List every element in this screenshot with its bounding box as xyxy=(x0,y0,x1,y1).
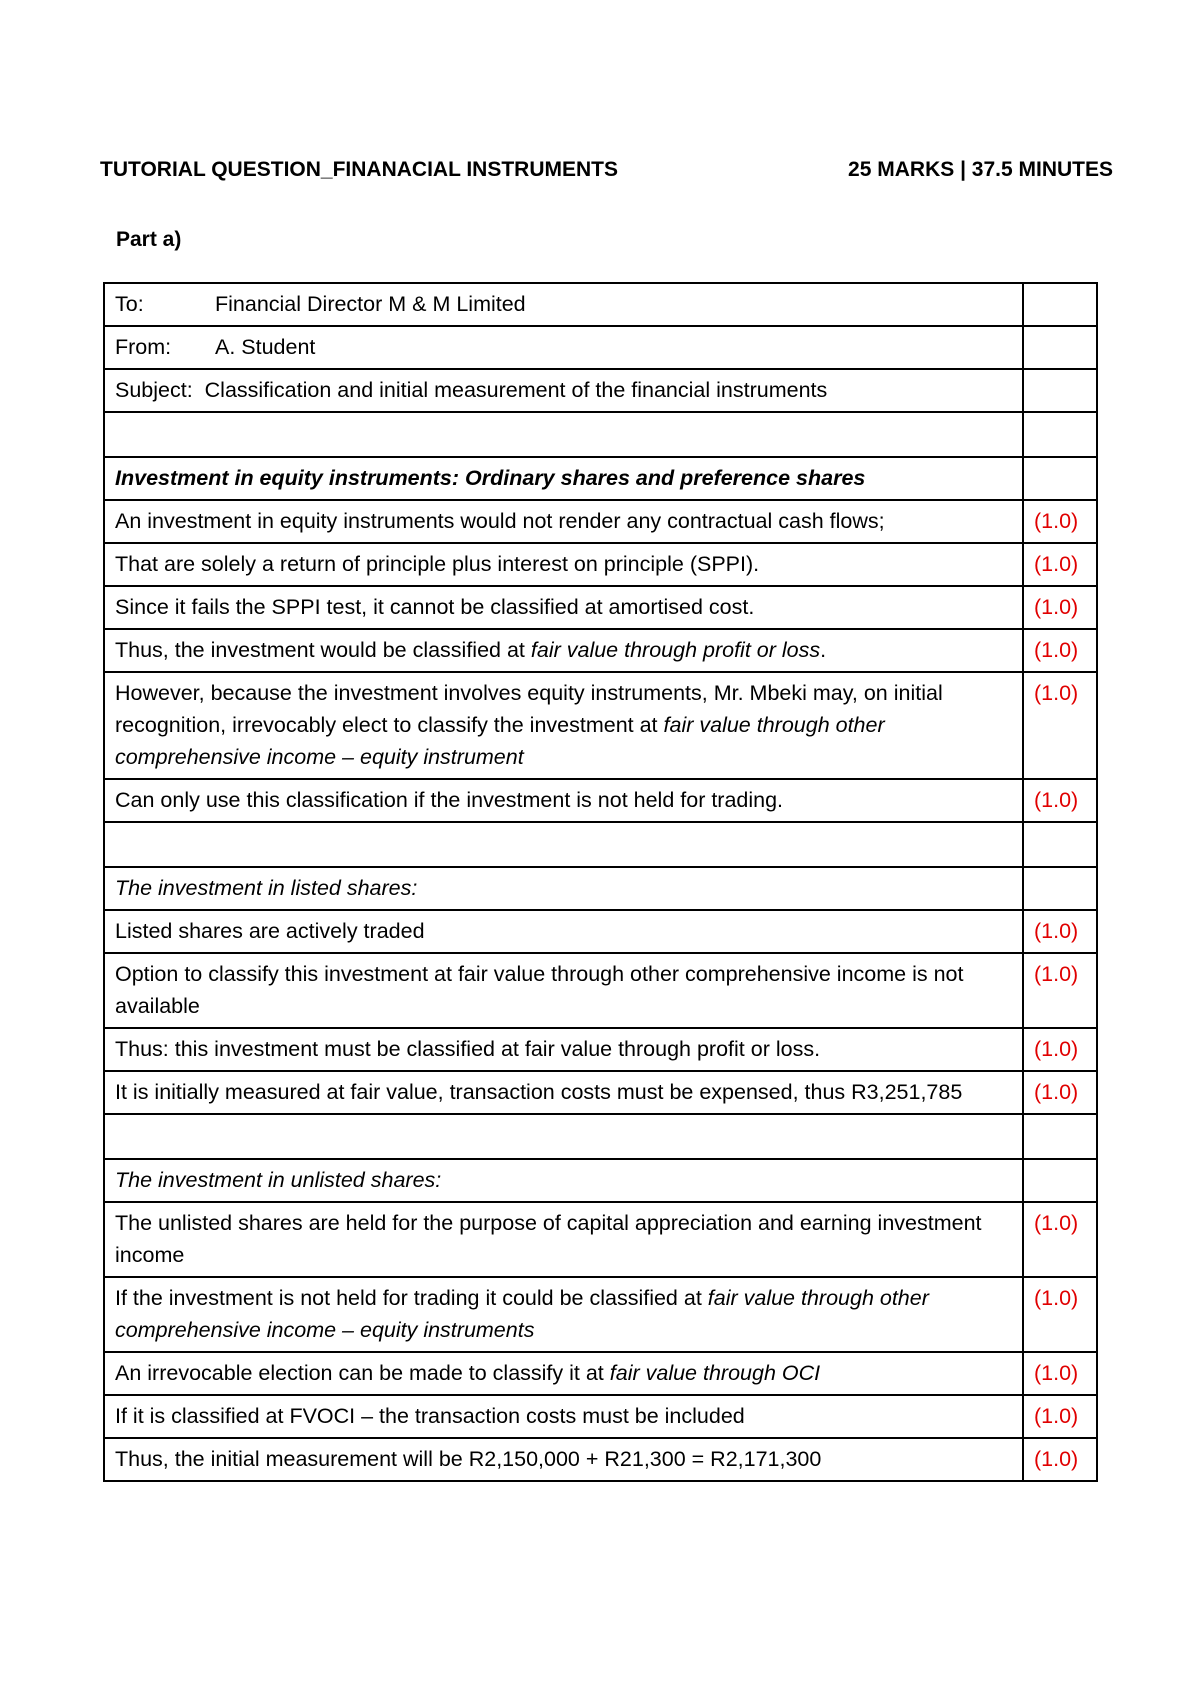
blank-row xyxy=(104,412,1097,457)
unlisted-heading: The investment in unlisted shares: xyxy=(104,1159,1023,1202)
table-row xyxy=(104,1277,1097,1352)
row-text: If it is classified at FVOCI – the transaction costs must be included xyxy=(104,1395,1023,1438)
row-text-end: . xyxy=(820,638,827,662)
part-label: Part a) xyxy=(116,228,182,251)
table-row xyxy=(104,1352,1097,1395)
table-row xyxy=(104,629,1097,672)
row-text: The unlisted shares are held for the purpose of capital appreciation and earning investment income xyxy=(104,1202,1023,1277)
memo-from-cell xyxy=(104,326,1023,369)
mark-value: (1.0) xyxy=(1023,1277,1097,1352)
table-row xyxy=(104,1438,1097,1481)
row-text-cell xyxy=(104,1277,1023,1352)
table-row xyxy=(104,953,1097,1028)
blank-cell xyxy=(104,1114,1023,1159)
blank-row xyxy=(104,822,1097,867)
mark-value: (1.0) xyxy=(1023,500,1097,543)
listed-heading: The investment in listed shares: xyxy=(104,867,1023,910)
mark-value: (1.0) xyxy=(1023,672,1097,779)
mark-cell xyxy=(1023,1159,1097,1202)
marks-duration: 25 MARKS | 37.5 MINUTES xyxy=(848,158,1113,181)
equity-heading: Investment in equity instruments: Ordinary shares and preference shares xyxy=(104,457,1023,500)
mark-value: (1.0) xyxy=(1023,1028,1097,1071)
section-heading-row xyxy=(104,867,1097,910)
mark-value: (1.0) xyxy=(1023,1395,1097,1438)
to-label: To: xyxy=(115,292,144,316)
mark-cell xyxy=(1023,412,1097,457)
blank-row xyxy=(104,1114,1097,1159)
mark-cell xyxy=(1023,822,1097,867)
table-row xyxy=(104,779,1097,822)
row-text: An irrevocable election can be made to classify it at xyxy=(115,1361,610,1385)
row-text: Since it fails the SPPI test, it cannot be classified at amortised cost. xyxy=(104,586,1023,629)
row-text: Thus: this investment must be classified at fair value through profit or loss. xyxy=(104,1028,1023,1071)
table-row xyxy=(104,1202,1097,1277)
row-text: Can only use this classification if the investment is not held for trading. xyxy=(104,779,1023,822)
row-text: Thus, the investment would be classified at xyxy=(115,638,531,662)
memo-to-cell xyxy=(104,283,1023,326)
row-text: Thus, the initial measurement will be R2,150,000 + R21,300 = R2,171,300 xyxy=(104,1438,1023,1481)
mark-value: (1.0) xyxy=(1023,953,1097,1028)
row-text: An investment in equity instruments would not render any contractual cash flows; xyxy=(104,500,1023,543)
memo-subject-cell xyxy=(104,369,1023,412)
mark-value: (1.0) xyxy=(1023,629,1097,672)
table-row xyxy=(104,910,1097,953)
table-row xyxy=(104,1028,1097,1071)
from-label: From: xyxy=(115,335,172,359)
row-text: That are solely a return of principle plus interest on principle (SPPI). xyxy=(104,543,1023,586)
mark-value: (1.0) xyxy=(1023,1071,1097,1114)
subject-label: Subject: xyxy=(115,378,193,402)
row-text: It is initially measured at fair value, transaction costs must be expensed, thus R3,251,785 xyxy=(104,1071,1023,1114)
row-text: Option to classify this investment at fair value through other comprehensive income is not available xyxy=(104,953,1023,1028)
memo-subject-row xyxy=(104,369,1097,412)
row-text-cell xyxy=(104,629,1023,672)
mark-value: (1.0) xyxy=(1023,779,1097,822)
row-emphasis: fair value through other comprehensive income – equity instrument xyxy=(115,713,885,769)
from-value: A. Student xyxy=(215,335,316,359)
memo-from-row xyxy=(104,326,1097,369)
row-text: However, because the investment involves equity instruments, Mr. Mbeki may, on initial recognition, irrevocably elect to classify the investment at xyxy=(115,681,943,737)
section-heading-row xyxy=(104,457,1097,500)
mark-cell xyxy=(1023,283,1097,326)
mark-value: (1.0) xyxy=(1023,586,1097,629)
subject-value: Classification and initial measurement of the financial instruments xyxy=(204,378,828,402)
document-title: TUTORIAL QUESTION_FINANACIAL INSTRUMENTS xyxy=(100,158,619,181)
blank-cell xyxy=(104,822,1023,867)
row-emphasis: fair value through profit or loss xyxy=(530,638,821,662)
row-text-cell xyxy=(104,672,1023,779)
blank-cell xyxy=(104,412,1023,457)
mark-cell xyxy=(1023,1114,1097,1159)
mark-value: (1.0) xyxy=(1023,910,1097,953)
memo-to-row xyxy=(104,283,1097,326)
mark-value: (1.0) xyxy=(1023,543,1097,586)
row-text: Listed shares are actively traded xyxy=(104,910,1023,953)
page-header xyxy=(100,158,1113,182)
to-value: Financial Director M & M Limited xyxy=(215,292,526,316)
row-emphasis: fair value through other comprehensive income – equity instruments xyxy=(115,1286,929,1342)
table-row xyxy=(104,586,1097,629)
row-text-cell xyxy=(104,1352,1023,1395)
mark-cell xyxy=(1023,326,1097,369)
mark-cell xyxy=(1023,457,1097,500)
table-row xyxy=(104,1395,1097,1438)
memo-table xyxy=(103,282,1098,1482)
mark-value: (1.0) xyxy=(1023,1352,1097,1395)
table-row xyxy=(104,500,1097,543)
mark-value: (1.0) xyxy=(1023,1202,1097,1277)
section-heading-row xyxy=(104,1159,1097,1202)
mark-cell xyxy=(1023,369,1097,412)
table-row xyxy=(104,543,1097,586)
row-emphasis: fair value through OCI xyxy=(609,1361,821,1385)
table-row xyxy=(104,1071,1097,1114)
table-row xyxy=(104,672,1097,779)
mark-cell xyxy=(1023,867,1097,910)
mark-value: (1.0) xyxy=(1023,1438,1097,1481)
row-text: If the investment is not held for trading it could be classified at xyxy=(115,1286,708,1310)
